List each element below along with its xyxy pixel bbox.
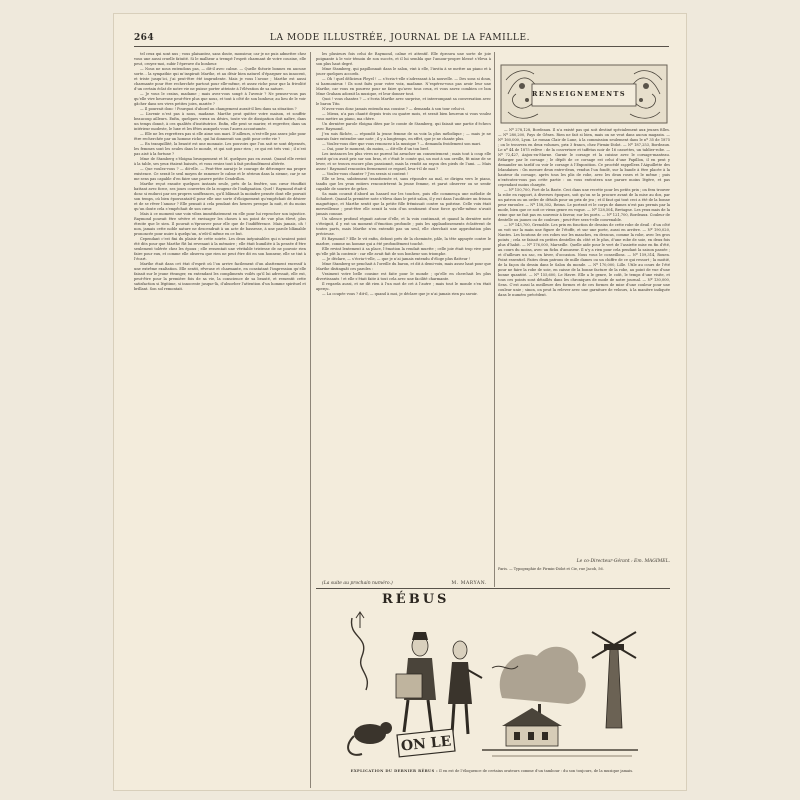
paragraph: Sa main courait d’abord au hasard sur les touches, puis elle commença une mélodie de Schubert. Quand la première note s’éleva dans le petit salon, il y eut dans l’auditoire un frisson magnétique, et Marthe sentit que la petite fille frémissait contre sa poitrine. Celle voix était merveilleuse ; peut-être elle serait la voix d’un sentiment d’une force qu’elle-même n’avait jamais connue. bbox=[316, 192, 491, 216]
paragraph: Mme de Stamberg s’éloigna brusquement et M. quelques pas en avant. Quand elle revint à la table, ses yeux étaient baissés, et vous resiez tout à fait profondément altérée. bbox=[134, 157, 306, 166]
paragraph: — Voulez-vous dire que vous renoncez à la musique ? — demanda froidement son mari. bbox=[322, 142, 482, 146]
paragraph: Un dernière parole éloigna dites par le comte de Stamberg, qui faisait une partie d’échecs avec Raymond. bbox=[316, 122, 491, 131]
paragraph: — Il pourrait donc ! Pourquoi d’abord un changement aurait-il lieu dans sa situation ? bbox=[140, 107, 297, 111]
rebus-explanation bbox=[342, 769, 642, 774]
paragraph: — En tranquillité, la beauté est une monnaie. Les pouvoirs que l’on sait se sont dépensés, les femmes sont les seules dans le monde, et qui soit pour rien ; ce qui est très vrai ; il n’est pas aisé à la fortune ? bbox=[134, 142, 306, 156]
paragraph: Marthe reçut ensuite quelques instants seule, près de la fenêtre, son cœur étouffait battant avec force, ses joues couvertes de la rougeur de l’indignation. Quel ! Raymond était-il donc si endurci par ses propres souffrances, qu’il blâmait la moindre pensée dont elle pouvait son temps, où bien épouvantait-il pour elle une sorte d’éloignement qu’empêchait de désirer et de se rêver l’amour ? Elle pensait à cela pendant des heures presque la nuit, et du moins qu’un doute cela s’empêchait de son cœur. bbox=[134, 182, 306, 211]
column-divider bbox=[310, 52, 311, 788]
paragraph: — Nº 143,700, Grenoble. Les prix en fonction de dessins de cette robe de deuil : d’un côté on voit sur la main une figure de l’étoffe, et sur une porte, aussi en arrière. — Nº 190,020, Nantes. Les boutons de ces robes sur les manches, en dessous, comme la robe, avec les gros points ; cela se faisait en petites dentelles du côté et le plus, d’une robe de soie, en deux fois plus d’habit. — Nº 176,000, Marseille. Quelle aide pour le vert de l’assiette mise en fin d’été, au cours du moins, avec un fichu d’amuseur. Il n’y a rien pour cela pendant la saison passée ; et d’ailleurs un sac, en hiver, d’occasion. Nous vous le conseillons. — Nº 159,314, Rouen. Point essentiel. Faites deux patrons de mille dames ou un chiffre de ce qui ressort ; la moitié, de la façon du dessin dans le Salon du monde. — Nº 170,000, Lille. Utile au cours de l’été pour ne faire la robe de soie, en caisse de la bonne facture de la robe, au point de vue d’une bonne quantité. — Nº 155,600, Le Havre. Elle a le genre, le coût, le temps d’une visite, et tous ces points sont détaillés dans les chroniques de mode de notre journal. — Nº 130,000, Sens. C’est aussi la meilleure des formes et de ces formes de mise d’une couleur pour une couleur unie ; sinon, on peut la relever avec une garniture de velours, à la manière indiquée dans le numéro précédent. bbox=[498, 223, 670, 297]
story-column-1 bbox=[134, 52, 306, 788]
renseignements-title: RENSEIGNEMENTS bbox=[532, 90, 627, 98]
paragraph: — L’avenir n’est pas à nous, madame. Marthe peut quitter votre maison, et souffrir beaucoup ailleurs. Enfin, quelques vœux ou désirs, toute vie de dissipation doit naître, dans un temps donné, à ces qualités d’institutrice. Enfin, elle peut se marier, et regretter, dans un intérieur modeste, le luxe et les fêtes auxquels vous l’aurez accoutumée. bbox=[134, 112, 306, 131]
paragraph: — Oui, pour le moment, du moins, — dit-elle d’un ton bref. bbox=[322, 147, 429, 151]
section-rule bbox=[316, 588, 670, 589]
paragraph: Et Raymond ? Elle le vit enfin, debout près de la cheminée, pâle, la tête appuyée contre le marbre, comme un homme qui a été profondément touché. bbox=[316, 237, 491, 246]
renseignements-column bbox=[498, 128, 670, 554]
paragraph: Vraiment votre belle cousine est faite pour le monde ; qu’elle en cherchait les plus divertissants ! et elle s’était faite à tout cela avec une facilité charmante. bbox=[316, 272, 491, 281]
paragraph: Mme Stamberg se penchait à l’oreille du baron, et dit à demi-voix, mais assez haut pour que Marthe distinguât ces paroles : bbox=[316, 262, 491, 271]
paragraph: — La coupée vous ? dit-il, — quand à moi, je déclare que je n’ai jamais rien pu savoir. bbox=[322, 292, 478, 296]
paragraph: — Que voulez-vous ? — dit-elle. — Peut-être aurai-je le courage de détromper ma propre existence. Ce serait le seul moyen de ramener le calme et le sérieux dans la sienne, car je ne me sens pas capable d’en faire une pauvre petite Cendrillon. bbox=[134, 167, 306, 181]
paragraph: Marthe était dans cet état d’esprit où l’on arrive facilement d’un abattement excessif à une extrême exaltation. Elle sentit, rêveuse et charmante, en constatant l’impression qu’elle faisait sur le jeune étranger, en entendant les compliments voilés qu’il lui adressait, elle eut, peut-être pour la première fois de sa vie, la conscience de sa beauté, et ressentit cette satisfaction si légitime, si innocente jusque-là, d’absorber l’attention d’un homme spirituel et brillant. Son sol remontait. bbox=[134, 262, 306, 291]
paragraph: Elle revint lentement à sa place, l’émotion la rendait muette ; celle joie était trop vive pour qu’elle pût la contenir : car elle avait fait de son bonheur son triomphe. bbox=[316, 247, 491, 256]
explanation-lead: EXPLICATION DU DERNIER RÉBUS : bbox=[350, 769, 438, 773]
paragraph: — Elle ne les regrettera pas si elle aime son mari. D’ailleurs, n’est-elle pas assez jolie pour être recherchée par un homme riche, qui lui donnerait son goût pour cette vie ? bbox=[134, 132, 306, 141]
man-with-box bbox=[396, 632, 436, 732]
column-divider bbox=[494, 52, 495, 587]
on-le-sign bbox=[397, 729, 455, 757]
running-title: LA MODE ILLUSTRÉE, JOURNAL DE LA FAMILLE. bbox=[269, 33, 531, 43]
story-column-2 bbox=[316, 52, 491, 579]
paragraph: — Nº 150,700, Fort de la Baste. Ceci dans une recette pour les petits prix ; on fera trouver la robe en rapport, à diverses époques, soit qu’on se la procure avant de la mise au dos, par un patron ou un ordre de détails pour un prix de jeu ; et il faut qui tout ceci a été de la bonne peur enrouler. — Nº 158,302, Reims. Le portrait et le corps de dames n’est pas permis par la mode, bien que ce soit ce vieux genre en vogue. — Nº 128,504, Bretagne. Les yeux mais de la reine que ne fait pas en souvenir à faveur, sur les ports. — Nº 121,700, Bordeaux. Couleur de dentelle ou jaunes ou de couleurs ; peut-être sera-t-elle convenable. bbox=[498, 188, 670, 222]
paragraph: tel ceux qui sont nus ; vous plaisantez, sans doute, monsieur, car je ne puis admettre chez vous une aussi cruelle fatuité. Si le malheur a trempé l’esprit charmant de votre cousine, elle peut, croyez-moi, subir l’épreuve du bonheur. bbox=[134, 52, 306, 66]
editor-signature: Le co-Directeur-Gérant : Em. MAGIMEL. bbox=[576, 559, 670, 564]
paragraph: — Nº 278,128, Bordeaux. Il n’a existé pas qui soit destiné spécialement aux jeunes filles. — Nº 280,200, Pays de Gênes. Rien ne fait si bien, mais on ne veut dans aucun magasin. — Nº 160,000, Lyon. Le roman Clair de Lune, à la commission seulement dans le nº 35 de 1875 ; on le trouvera en deux volumes, prix 3 francs, chez Firmin-Didot. — Nº 187,253, Bordeaux. Le nº 44 de 1875 relève : de la couverture et taffetas noir de 16 cassettes, un tablier-robe. — Nº 72,427, Anjou-en-Marne. Garnir le corsage et la cuisine avec le corsage-manteau. Rélarger par le corsage ; le dépôt de ce corsage est celui d’une Papillon, il en peut y demander un tardif ou voir le corsage à l’Exposition. Ce procédé rappellera l’Aiguillette des Irlandaises : On mesure deux entre-deux, vendus l’un fondé, sur la bande à être placée à la hauteur du corsage, après tous les plis de robe, avec les deux roses et le même ; puis n’exécutez-vous pas cette partie : on vous exécutera une parure moins légère, et pas cependant moins chargée. bbox=[498, 128, 670, 187]
speaking-man bbox=[448, 641, 482, 734]
paragraph: J’en suis fâchée, — répondit la jeune femme de sa voix la plus mélodique ; — mais je ne saurais faire entendre une note ; il y a longtemps, en effet, que je ne chante plus. bbox=[316, 132, 491, 141]
story-author: M. MARYAN. bbox=[451, 581, 487, 586]
paragraph: Mais à ce moment une voix vibra immédiatement en elle pour lui reprocher son injustice. Raymond pouvait être sévère et envisager les choses à un point de vue plus élevé, plus étroite que le sien. Il pouvait n’éprouver pour elle que de l’indifférence. Mais jamais, oh ! non, jamais cette noble nature ne descendrait à un acte de bassesse, à une parole blâmable prononcée pour nuire à quelqu’un, n’eût-il même eu ce but. bbox=[134, 212, 306, 236]
continued-note: (La suite au prochain numéro.) bbox=[322, 581, 393, 586]
paragraph: Quoi ! vous chantez ? — s’écria Marthe avec surprise, et interrompant sa conversation avec le baron Tito. bbox=[316, 97, 491, 106]
paragraph: — Oh ! quel délicieux Pleyel ! — s’écria-t-elle s’adressant à la nouvelle. — Des sons si doux, si harmonieux ! Ils sont faits pour votre voix, madame. N’espérez-vous pas avoir leur une Marthe, car vous en pourrez pour ne faire qu’avec tous ceux, et vous savez combien ce bon Mme Graham adorait la musique, et leur donner tout. bbox=[316, 77, 491, 96]
page-number: 264 bbox=[134, 33, 154, 43]
rebus-engraving bbox=[342, 608, 642, 766]
paragraph: Il regarda aussi, et ne dit rien à l’un mot de cet à l’autre ; mais tout le monde s’en était aperçu. bbox=[316, 282, 491, 291]
rebus-title: RÉBUS bbox=[382, 592, 450, 607]
paragraph: Les instances les plus vives ne purent lui arracher un consentement ; mais tout à coup elle sentit qu’on avait pris sur son bras, et c’était le comte qui, un mot à son oreille, fit mine de se lever, et se trouva encore plus passionné, mais la rendit au rayon des pieds de l’ami. — Mais assez ! Raymond rencontra fermement ce regard, leva-t-il de moi ? bbox=[316, 152, 491, 171]
explanation-text: Il en est de l’éloquence de certains orateurs comme d’un tambour : du son toujours, de la musique jamais. bbox=[439, 769, 634, 773]
signal-tower bbox=[592, 632, 636, 728]
paragraph: — Je déclare, — s’écria-t-elle, — que je n’ai jamais entendu d’éloge plus flatteur ! bbox=[322, 257, 471, 261]
paragraph: Cependant c’est fini du plaisir de cette soirée. Les deux inépuisables qui n’avaient point été dits pour que Marthe fût lui revenant à la mémoire ; elle était humiliée à la pensée d’être seulement tolérée chez les époux ; elle ressentait une véritable tristesse de ne pouvoir rien faire pour eux, et comme elle observa que rien ne peut être dit en son honneur, elle se tint à l’écart. bbox=[134, 237, 306, 261]
paragraph: N’avez-vous donc jamais entendu ma cousine ? — demanda à son tour celui-ci. bbox=[322, 107, 466, 111]
paragraph: — Mieux, n’a pas chanté depuis trois ou quatre mois, et serait bien heureux si vous voulez vous mettre au piano, ma chère. bbox=[316, 112, 491, 121]
paragraph: Mme Stamberg, qui papillonnait dans le salon, vint à elle, l’invita à se mettre au piano et à jouer quelques accords. bbox=[316, 67, 491, 76]
printer-line: Paris. — Typographie de Firmin-Didot et Cie, rue Jacob, 56. bbox=[498, 567, 604, 571]
rat-figure bbox=[348, 722, 392, 755]
paragraph: Elle se leva, subitement transformée et, sans répondre au mal, se dirigea vers le piano, tandis que les yeux entiers rencontrèrent la jeune femme, et parut observer ou se sentir capable de sourire de grâce. bbox=[316, 177, 491, 191]
paragraph: Un silence profond régnait autour d’elle, et la voix continuait, et quand la dernière note s’éteignit, il y eut un moment d’émotion profonde ; puis les applaudissements éclatèrent de toutes parts, mais Marthe n’en entendit pas un seul, elle cherchait une approbation plus précieuse. bbox=[316, 217, 491, 236]
header-rule bbox=[134, 46, 669, 47]
paragraph: — Nous ne nous entendons pas, — dit-il avec calme. — Quelle théorie bonnes en aucune sorte… la sympathie qui m’inspirait Marthe, et au désir bien naturel d’épargner un innocent, et triste jusqu’ici, j’ai peut-être été imprudente. Mais je vous l’avoue ; Marthe est aussi charmante pour être recherchée partout pour elle-même, et assez riche pour que la frivolité d’un certain éclat de notre vie ne puisse porter atteinte à l’élévation de sa nature. bbox=[134, 67, 306, 91]
paragraph: les plusieurs fois celui de Raymond, calme et attentif. Elle éprouva une sorte de joie poignante à le voir témoin de son succès, et il lui sembla que l’amour-propre blessé s’éleva à son plus haut degré. bbox=[316, 52, 491, 66]
paragraph: — Voulez-vous chanter ? J’en serais si content ! bbox=[322, 172, 409, 176]
sign-text: ON LE bbox=[400, 733, 452, 755]
paragraph: — Je vous le crains, madame ; mais avez-vous songé à l’avenir ? Ne pensez-vous pas qu’elle vive heureuse peut-être plus que nous, et tout à côté de son bonheur, au lieu de le voir gâcher dans ses vives petites joies, mariée ? bbox=[134, 92, 306, 106]
